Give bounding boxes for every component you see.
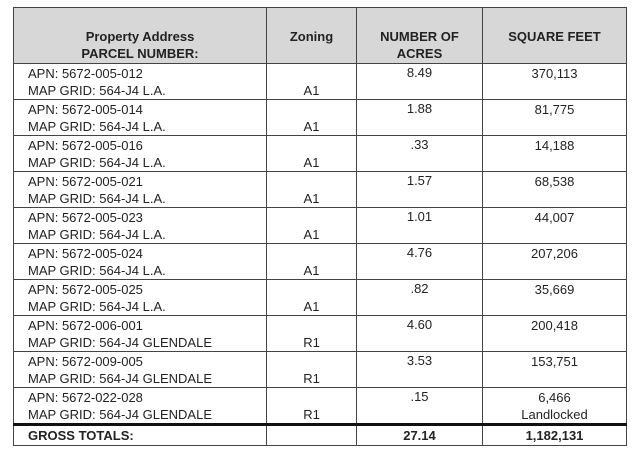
parcel-address-cell [14,136,267,172]
acres-cell: 4.60 [357,316,483,352]
sqft-cell [483,208,627,244]
apn-text: APN: 5672-005-016 [28,138,143,153]
header-zoning-label: Zoning [289,29,334,44]
sqft-cell [483,280,627,316]
zoning-cell: A1 [267,100,357,136]
totals-label: GROSS TOTALS: [14,425,267,446]
map-grid-text: MAP GRID: 564-J4 GLENDALE [28,371,212,386]
header-address-line1: Property Address [85,29,195,44]
map-grid-text: MAP GRID: 564-J4 L.A. [28,83,166,98]
apn-text: APN: 5672-006-001 [28,318,143,333]
sqft-cell [483,388,627,425]
table-row [14,64,627,100]
map-grid-text: MAP GRID: 564-J4 L.A. [28,191,166,206]
parcel-table [13,7,627,446]
sqft-value: 35,669 [534,282,575,297]
acres-cell: 1.57 [357,172,483,208]
zoning-cell: R1 [267,388,357,425]
totals-acres: 27.14 [357,425,483,446]
parcel-address-cell [14,352,267,388]
table-row [14,352,627,388]
table-body [14,64,627,425]
table-row [14,172,627,208]
apn-text: APN: 5672-005-021 [28,174,143,189]
sqft-value: 6,466 [538,390,571,405]
parcel-address-cell [14,64,267,100]
table-row [14,244,627,280]
apn-text: APN: 5672-022-028 [28,390,143,405]
header-address [14,8,267,64]
sqft-note: Landlocked [521,407,588,422]
zoning-cell: A1 [267,172,357,208]
sqft-value: 207,206 [531,246,578,261]
sqft-cell [483,244,627,280]
sqft-value: 370,113 [531,66,578,81]
parcel-address-cell [14,280,267,316]
apn-text: APN: 5672-005-023 [28,210,143,225]
sqft-cell [483,172,627,208]
header-address-line2: PARCEL NUMBER: [81,46,199,61]
acres-cell: 4.76 [357,244,483,280]
table-header [14,8,627,64]
apn-text: APN: 5672-009-005 [28,354,143,369]
table-row [14,100,627,136]
map-grid-text: MAP GRID: 564-J4 L.A. [28,263,166,278]
apn-text: APN: 5672-005-014 [28,102,143,117]
table-row [14,316,627,352]
sqft-cell [483,64,627,100]
header-acres-line2: ACRES [396,46,443,61]
table-row [14,208,627,244]
parcel-address-cell [14,316,267,352]
parcel-address-cell [14,388,267,425]
sqft-value: 44,007 [534,210,575,225]
sqft-value: 68,538 [534,174,575,189]
parcel-address-cell [14,172,267,208]
acres-cell: .82 [357,280,483,316]
apn-text: APN: 5672-005-025 [28,282,143,297]
apn-text: APN: 5672-005-024 [28,246,143,261]
map-grid-text: MAP GRID: 564-J4 L.A. [28,155,166,170]
header-acres-line1: NUMBER OF [380,29,459,44]
map-grid-text: MAP GRID: 564-J4 L.A. [28,119,166,134]
zoning-cell: A1 [267,280,357,316]
parcel-address-cell [14,244,267,280]
sqft-value: 81,775 [534,102,575,117]
zoning-cell: A1 [267,64,357,100]
sqft-cell [483,100,627,136]
table-row [14,280,627,316]
parcel-address-cell [14,100,267,136]
table-row [14,388,627,425]
zoning-cell: A1 [267,244,357,280]
zoning-cell: A1 [267,136,357,172]
zoning-cell: R1 [267,352,357,388]
sqft-value: 200,418 [531,318,578,333]
acres-cell: 1.01 [357,208,483,244]
acres-cell: .15 [357,388,483,425]
acres-cell: .33 [357,136,483,172]
apn-text: APN: 5672-005-012 [28,66,143,81]
zoning-cell: R1 [267,316,357,352]
sqft-cell [483,136,627,172]
acres-cell: 8.49 [357,64,483,100]
map-grid-text: MAP GRID: 564-J4 GLENDALE [28,335,212,350]
sqft-value: 14,188 [534,138,575,153]
sqft-value: 153,751 [531,354,578,369]
zoning-cell: A1 [267,208,357,244]
sqft-cell [483,316,627,352]
header-acres [357,8,483,64]
map-grid-text: MAP GRID: 564-J4 L.A. [28,299,166,314]
sqft-cell [483,352,627,388]
map-grid-text: MAP GRID: 564-J4 L.A. [28,227,166,242]
totals-row [14,425,627,446]
header-sqft-label: SQUARE FEET [508,29,601,44]
totals-sqft: 1,182,131 [483,425,627,446]
acres-cell: 3.53 [357,352,483,388]
totals-zoning-empty [267,425,357,446]
map-grid-text: MAP GRID: 564-J4 GLENDALE [28,407,212,422]
parcel-address-cell [14,208,267,244]
header-zoning [267,8,357,64]
table-row [14,136,627,172]
acres-cell: 1.88 [357,100,483,136]
header-sqft [483,8,627,64]
